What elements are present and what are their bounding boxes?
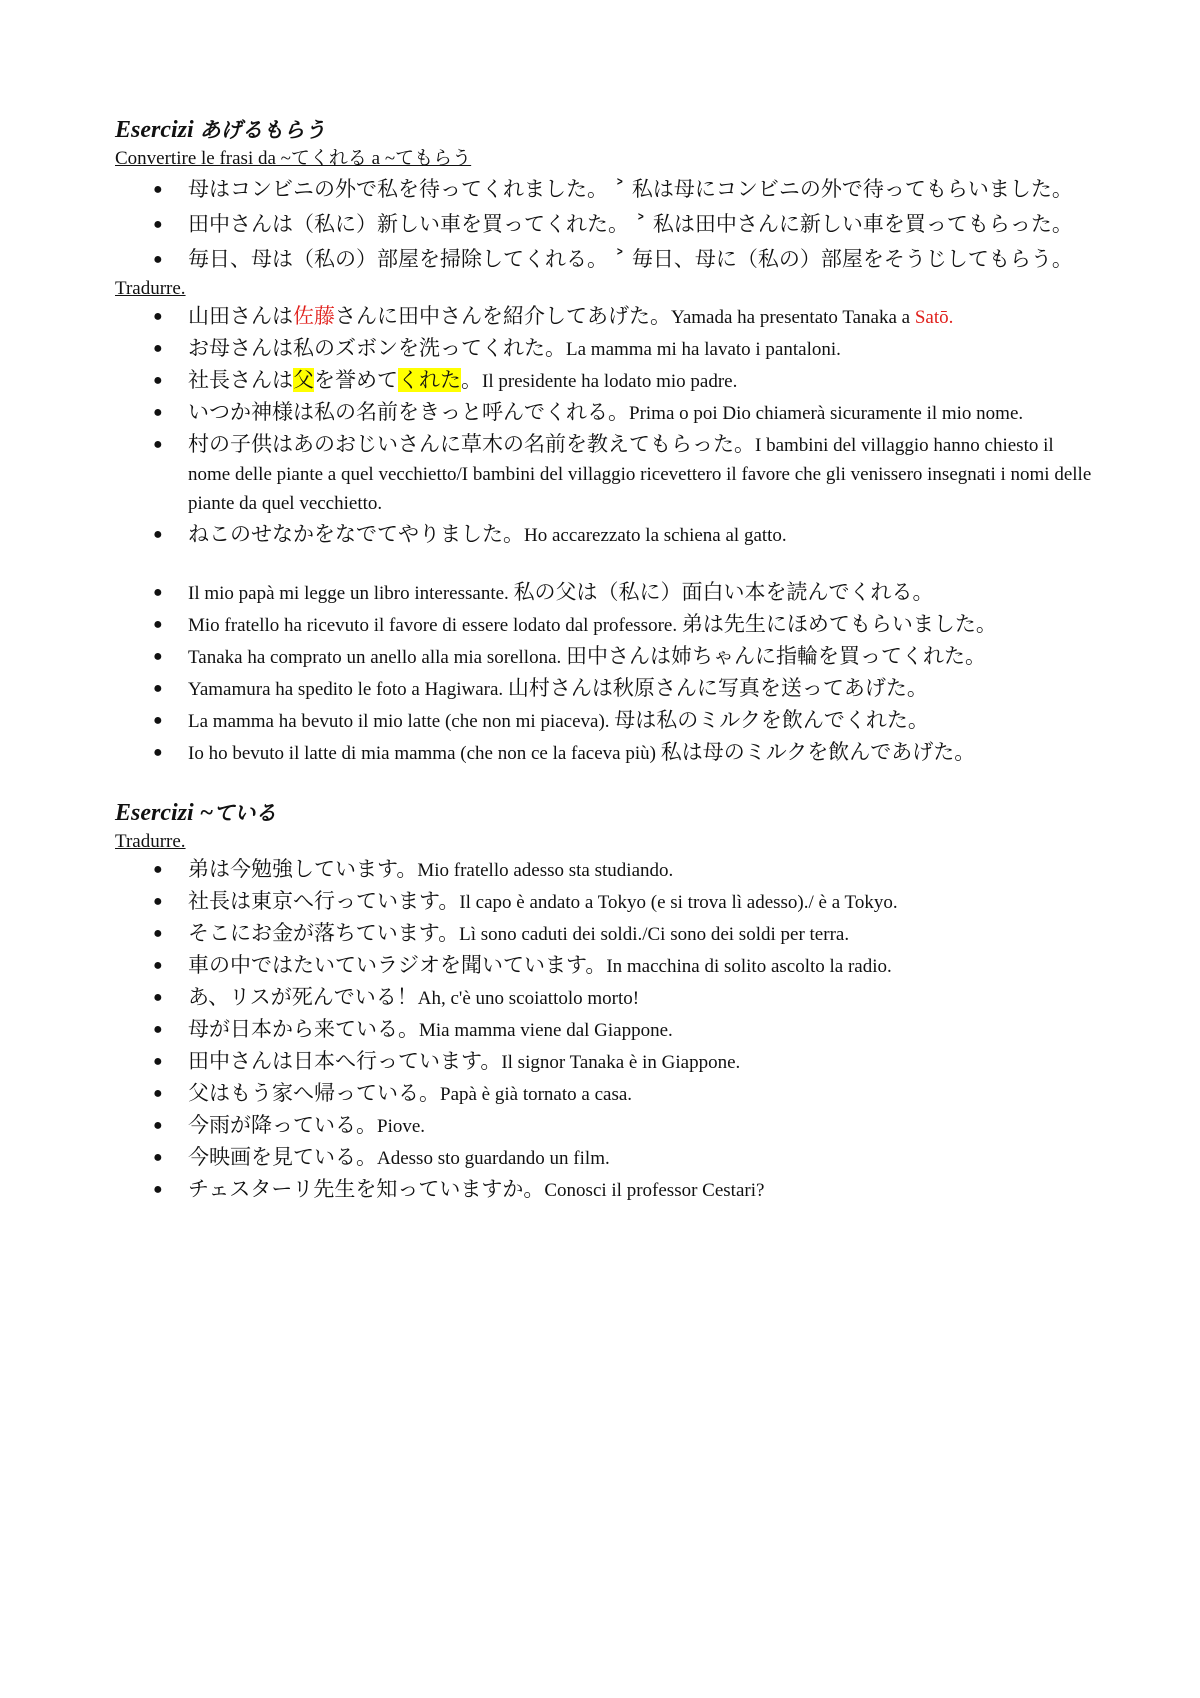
list-item: ● 田中さんは日本へ行っています。Il signor Tanaka è in Giappone. bbox=[153, 1049, 741, 1073]
list-item: ● あ、リスが死んでいる！Ah, c'è uno scoiattolo morto! bbox=[153, 985, 640, 1009]
list-item: ● 今雨が降っている。Piove. bbox=[153, 1113, 426, 1137]
list-item: ● そこにお金が落ちています。Lì sono caduti dei soldi./Ci sono dei soldi per terra. bbox=[153, 921, 850, 945]
list-item: ● 社長さんは父を誉めてくれた。Il presidente ha lodato mio padre. bbox=[153, 368, 738, 392]
list-item: ● お母さんは私のズボンを洗ってくれた。La mamma mi ha lavato i pantaloni. bbox=[153, 336, 841, 360]
list-item: ● 社長は東京へ行っています。Il capo è andato a Tokyo (e si trova lì adesso)./ è a Tokyo. bbox=[153, 889, 898, 913]
list-item: ● Il mio papà mi legge un libro interessante. 私の父は（私に）面白い本を読んでくれる。 bbox=[153, 580, 934, 604]
list-item: ● Mio fratello ha ricevuto il favore di essere lodato dal professore. 弟は先生にほめてもらいました。 bbox=[153, 612, 997, 636]
list-item: ● 父はもう家へ帰っている。Papà è già tornato a casa. bbox=[153, 1081, 633, 1105]
highlight-yellow: くれた bbox=[398, 368, 461, 392]
highlight-yellow: 父 bbox=[293, 368, 314, 392]
highlight-red: 佐藤 bbox=[293, 304, 335, 328]
document-page bbox=[115, 115, 1095, 1205]
list-item: ● 弟は今勉強しています。Mio fratello adesso sta studiando. bbox=[153, 857, 674, 881]
list-item: ● 今映画を見ている。Adesso sto guardando un film. bbox=[153, 1145, 610, 1169]
instruction-convert: Convertire le frasi da ~てくれる a ~てもらう bbox=[115, 148, 472, 169]
list-item: ● Tanaka ha comprato un anello alla mia sorellona. 田中さんは姉ちゃんに指輪を買ってくれた。 bbox=[153, 644, 986, 668]
list-item: ● 村の子供はあのおじいさんに草木の名前を教えてもらった。I bambini del villaggio hanno chiesto il nome delle piante a quel vecchietto/I bambini del villaggio ricevettero il favore che gli venissero insegnati i nomi delle piante da quel vecchietto. bbox=[153, 432, 1092, 514]
section-ageru-morau bbox=[115, 115, 1095, 768]
section-teiru bbox=[115, 798, 1095, 1205]
reverse-translate-list bbox=[115, 578, 1095, 768]
list-item: ● 母はコンビニの外で私を待ってくれました。 ˃ 私は母にコンビニの外で待ってもらいました。 bbox=[153, 177, 1073, 201]
section-heading: Esercizi ~ている bbox=[115, 800, 277, 826]
list-item: ● いつか神様は私の名前をきっと呼んでくれる。Prima o poi Dio chiamerà sicuramente il mio nome. bbox=[153, 400, 1024, 424]
convert-list bbox=[115, 175, 1095, 275]
list-item: ● 母が日本から来ている。Mia mamma viene dal Giappone. bbox=[153, 1017, 673, 1041]
list-item: ● チェスターリ先生を知っていますか。Conosci il professor Cestari? bbox=[153, 1177, 765, 1201]
list-item: ● 田中さんは（私に）新しい車を買ってくれた。 ˃ 私は田中さんに新しい車を買ってもらった。 bbox=[153, 212, 1073, 236]
list-item: ● Yamamura ha spedito le foto a Hagiwara. 山村さんは秋原さんに写真を送ってあげた。 bbox=[153, 676, 928, 700]
translate-list bbox=[115, 302, 1095, 550]
list-item: ● 山田さんは佐藤さんに田中さんを紹介してあげた。Yamada ha presentato Tanaka a Satō. bbox=[153, 304, 954, 328]
teiru-list bbox=[115, 855, 1095, 1205]
list-item: ● La mamma ha bevuto il mio latte (che non mi piaceva). 母は私のミルクを飲んでくれた。 bbox=[153, 708, 929, 732]
list-item: ● 毎日、母は（私の）部屋を掃除してくれる。 ˃ 毎日、母に（私の）部屋をそうじしてもらう。 bbox=[153, 247, 1073, 271]
list-item: ● ねこのせなかをなでてやりました。Ho accarezzato la schiena al gatto. bbox=[153, 522, 787, 546]
list-item: ● 車の中ではたいていラジオを聞いています。In macchina di solito ascolto la radio. bbox=[153, 953, 892, 977]
instruction-translate: Tradurre. bbox=[115, 831, 186, 852]
list-item: ● Io ho bevuto il latte di mia mamma (che non ce la faceva più) 私は母のミルクを飲んであげた。 bbox=[153, 740, 976, 764]
section-heading: Esercizi あげるもらう bbox=[115, 117, 326, 143]
instruction-translate: Tradurre. bbox=[115, 278, 186, 299]
